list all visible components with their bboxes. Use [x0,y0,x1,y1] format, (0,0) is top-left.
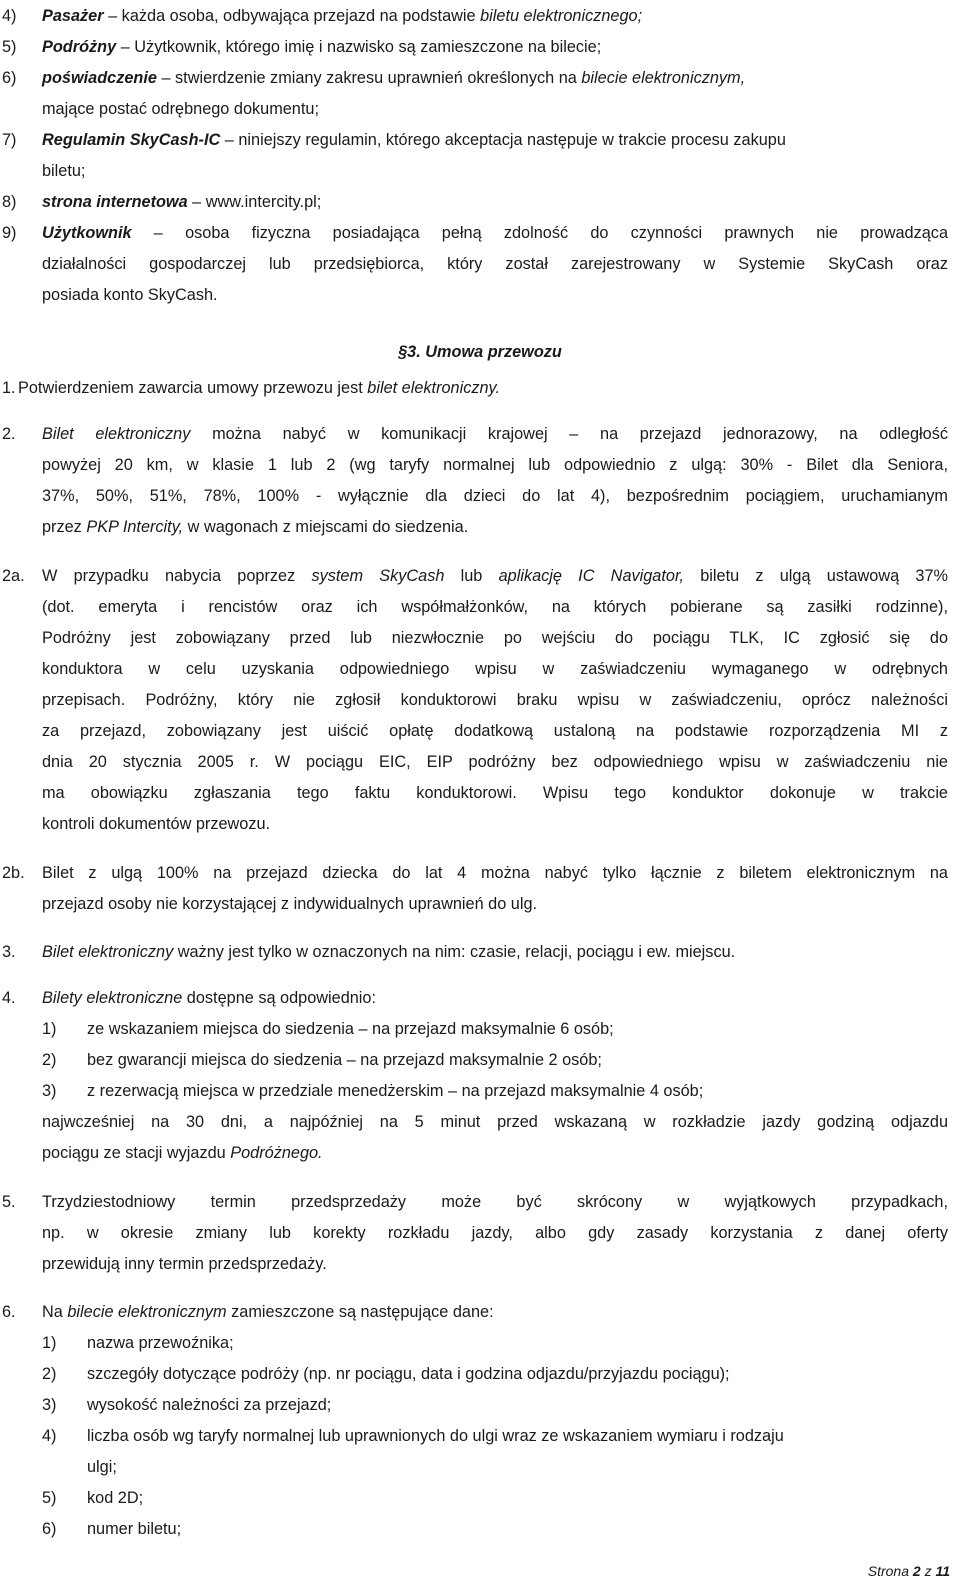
para-2a-line-4: konduktora w celu uzyskania odpowiedniego wpisu w zaświadczeniu wymaganego w odrębnych [42,660,948,678]
para-6-item-4-cont: ulgi; [87,1458,117,1476]
para-2a-line-5: przepisach. Podróżny, który nie zgłosił konduktorowi braku wpisu w zaświadczeniu, oprócz należności [42,691,948,709]
para-4-tail-2: pociągu ze stacji wyjazdu Podróżnego. [42,1144,323,1162]
def-7-cont: biletu; [42,162,86,180]
para-6-item-5: kod 2D; [87,1489,144,1507]
def-9: Użytkownik – osoba fizyczna posiadająca pełną zdolność do czynności prawnych nie prowadząca [42,224,948,242]
para-2b-line-1: Bilet z ulgą 100% na przejazd dziecka do lat 4 można nabyć tylko łącznie z biletem elektronicznym na [42,864,948,882]
def-5-number: 5) [2,38,17,56]
para-2a-line-8: ma obowiązku zgłaszania tego faktu konduktorowi. Wpisu tego konduktor dokonuje w trakcie [42,784,948,802]
para-6-item-2: szczegóły dotyczące podróży (np. nr pociągu, data i godzina odjazdu/przyjazdu pociągu); [87,1365,730,1383]
para-6-item-1-number: 1) [42,1334,57,1352]
def-9-number: 9) [2,224,17,242]
para-6-item-5-number: 5) [42,1489,57,1507]
para-2-line-3: 37%, 50%, 51%, 78%, 100% - wyłącznie dla dzieci do lat 4), bezpośrednim pociągiem, uruchamianym [42,487,948,505]
para-4-item-2-number: 2) [42,1051,57,1069]
para-6-number: 6. [2,1303,16,1321]
para-5-line-2: np. w okresie zmiany lub korekty rozkładu jazdy, albo gdy zasady korzystania z danej oferty [42,1224,948,1242]
para-2a-line-6: za przejazd, zobowiązany jest uiścić opłatę dodatkową ustaloną na podstawie rozporządzenia MI z [42,722,948,740]
para-6-item-3: wysokość należności za przejazd; [87,1396,332,1414]
para-4-tail-1: najwcześniej na 30 dni, a najpóźniej na 5 minut przed wskazaną w rozkładzie jazdy godziną odjazdu [42,1113,948,1131]
para-2-line-1: Bilet elektroniczny można nabyć w komunikacji krajowej – na przejazd jednorazowy, na odległość [42,425,949,443]
para-1-number: 1. [2,379,16,397]
para-6-item-2-number: 2) [42,1365,57,1383]
para-3: Bilet elektroniczny ważny jest tylko w oznaczonych na nim: czasie, relacji, pociągu i ew. miejscu. [42,943,736,961]
para-2b-number: 2b. [2,864,25,882]
para-6-item-3-number: 3) [42,1396,57,1414]
para-3-number: 3. [2,943,16,961]
para-2a-number: 2a. [2,567,25,585]
para-5-number: 5. [2,1193,16,1211]
section-heading: §3. Umowa przewozu [398,343,562,361]
def-9-cont-2: posiada konto SkyCash. [42,286,218,304]
para-4: Bilety elektroniczne dostępne są odpowiednio: [42,989,376,1007]
para-1: Potwierdzeniem zawarcia umowy przewozu jest bilet elektroniczny. [18,379,501,397]
def-8-number: 8) [2,193,17,211]
para-2-number: 2. [2,425,16,443]
para-6-item-6-number: 6) [42,1520,57,1538]
para-4-item-3: z rezerwacją miejsca w przedziale menedżerskim – na przejazd maksymalnie 4 osób; [87,1082,704,1100]
para-2a-line-1: W przypadku nabycia poprzez system SkyCash lub aplikację IC Navigator, biletu z ulgą ustawową 37% [42,567,948,585]
para-6-item-4: liczba osób wg taryfy normalnej lub uprawnionych do ulgi wraz ze wskazaniem wymiaru i rodzaju [87,1427,784,1445]
para-4-item-3-number: 3) [42,1082,57,1100]
para-5-line-3: przewidują inny termin przedsprzedaży. [42,1255,327,1273]
para-4-item-1-number: 1) [42,1020,57,1038]
def-5: Podróżny – Użytkownik, którego imię i nazwisko są zamieszczone na bilecie; [42,38,602,56]
def-4-number: 4) [2,7,17,25]
para-6-item-1: nazwa przewoźnika; [87,1334,234,1352]
para-6-item-4-number: 4) [42,1427,57,1445]
para-2-line-4: przez PKP Intercity, w wagonach z miejscami do siedzenia. [42,518,469,536]
def-7: Regulamin SkyCash-IC – niniejszy regulamin, którego akceptacja następuje w trakcie procesu zakupu [42,131,786,149]
website-link[interactable]: www.intercity.pl; [205,193,322,211]
para-4-number: 4. [2,989,16,1007]
para-6: Na bilecie elektronicznym zamieszczone są następujące dane: [42,1303,494,1321]
page-footer: Strona 2 z 11 [867,1563,950,1579]
def-7-number: 7) [2,131,17,149]
def-4: Pasażer – każda osoba, odbywająca przejazd na podstawie biletu elektronicznego; [42,7,643,25]
def-6: poświadczenie – stwierdzenie zmiany zakresu uprawnień określonych na bilecie elektronicznym, [42,69,746,87]
para-2a-line-9: kontroli dokumentów przewozu. [42,815,271,833]
para-4-item-1: ze wskazaniem miejsca do siedzenia – na przejazd maksymalnie 6 osób; [87,1020,614,1038]
para-2a-line-2: (dot. emeryta i rencistów oraz ich współmałżonków, na których pobierane są zasiłki rodzinne), [42,598,948,616]
para-5-line-1: Trzydziestodniowy termin przedsprzedaży może być skrócony w wyjątkowych przypadkach, [42,1193,948,1211]
para-2a-line-7: dnia 20 stycznia 2005 r. W pociągu EIC, EIP podróżny bez odpowiedniego wpisu w zaświadczeniu nie [42,753,948,771]
def-9-cont-1: działalności gospodarczej lub przedsiębiorca, który został zarejestrowany w Systemie SkyCash oraz [42,255,948,273]
def-6-number: 6) [2,69,17,87]
def-6-cont: mające postać odrębnego dokumentu; [42,100,319,118]
para-4-item-2: bez gwarancji miejsca do siedzenia – na przejazd maksymalnie 2 osób; [87,1051,602,1069]
para-2-line-2: powyżej 20 km, w klasie 1 lub 2 (wg taryfy normalnej lub odpowiednio z ulgą: 30% - Bilet dla Seniora, [42,456,948,474]
para-2a-line-3: Podróżny jest zobowiązany przed lub niezwłocznie po wejściu do pociągu TLK, IC zgłosić się do [42,629,948,647]
para-2b-line-2: przejazd osoby nie korzystającej z indywidualnych uprawnień do ulg. [42,895,538,913]
para-6-item-6: numer biletu; [87,1520,182,1538]
def-8: strona internetowa – www.intercity.pl; [42,193,322,211]
